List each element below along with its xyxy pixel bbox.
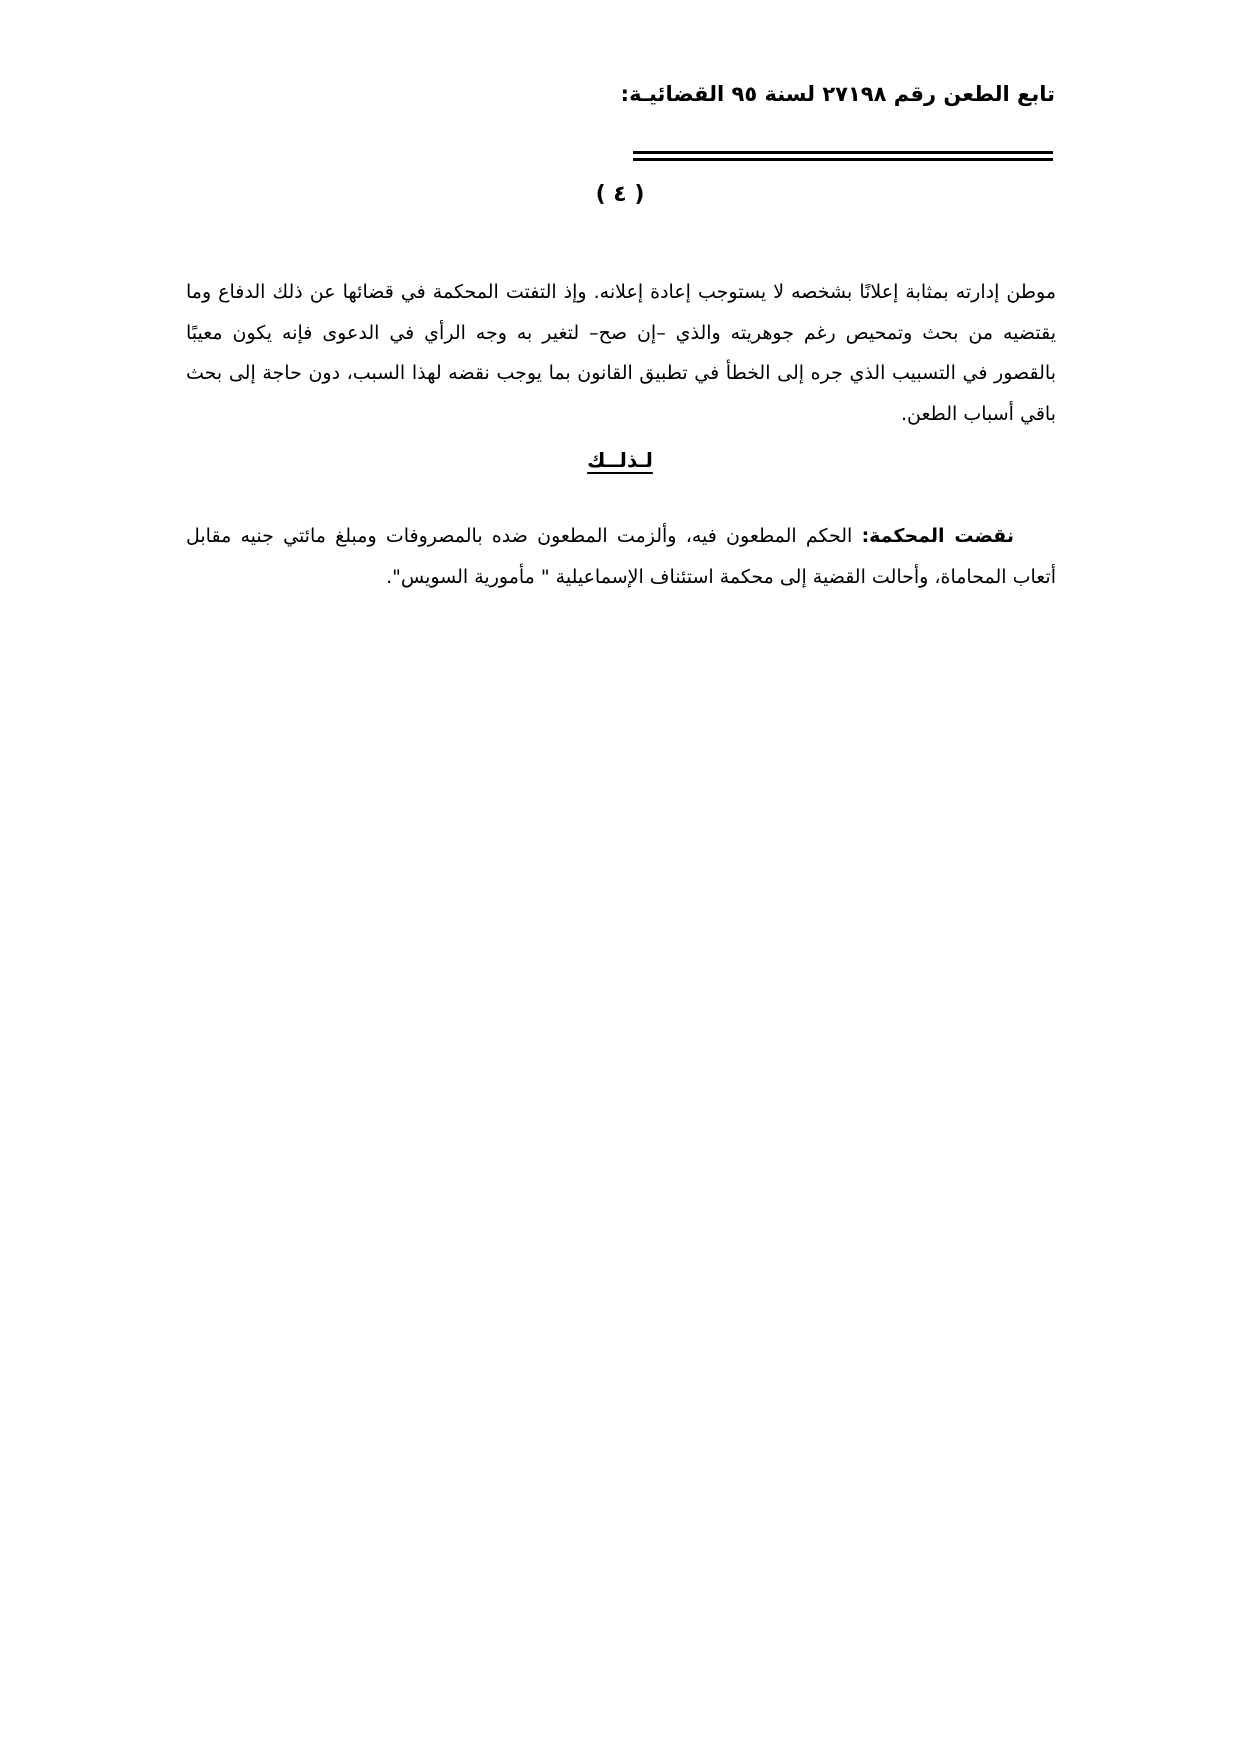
verdict-paragraph — [186, 516, 1056, 597]
header-double-rule — [633, 151, 1053, 161]
case-header-title: تابع الطعن رقم ٢٧١٩٨ لسنة ٩٥ القضائيـة: — [620, 82, 1055, 106]
section-heading-therefore: لـذلــك — [587, 448, 653, 472]
reasoning-paragraph: موطن إدارته بمثابة إعلانًا بشخصه لا يستوجب إعادة إعلانه. وإذ التفتت المحكمة في قضائها عن ذلك الدفاع وما يقتضيه من بحث وتمحيص رغم جوهريته والذي –إن صح– لتغير به وجه الرأي في الدعوى فإنه يكون معيبًا بالقصور في التسبيب الذي جره إلى الخطأ في تطبيق القانون بما يوجب نقضه لهذا السبب، دون حاجة إلى بحث باقي أسباب الطعن. — [186, 281, 1056, 425]
verdict-label: نقضت المحكمة: — [861, 525, 1014, 547]
page-number: ( ٤ ) — [595, 182, 645, 207]
verdict-text: الحكم المطعون فيه، وألزمت المطعون ضده بالمصروفات ومبلغ مائتي جنيه مقابل أتعاب المحاماة، وأحالت القضية إلى محكمة استئناف الإسماعيلية " مأمورية السويس". — [186, 525, 1056, 588]
